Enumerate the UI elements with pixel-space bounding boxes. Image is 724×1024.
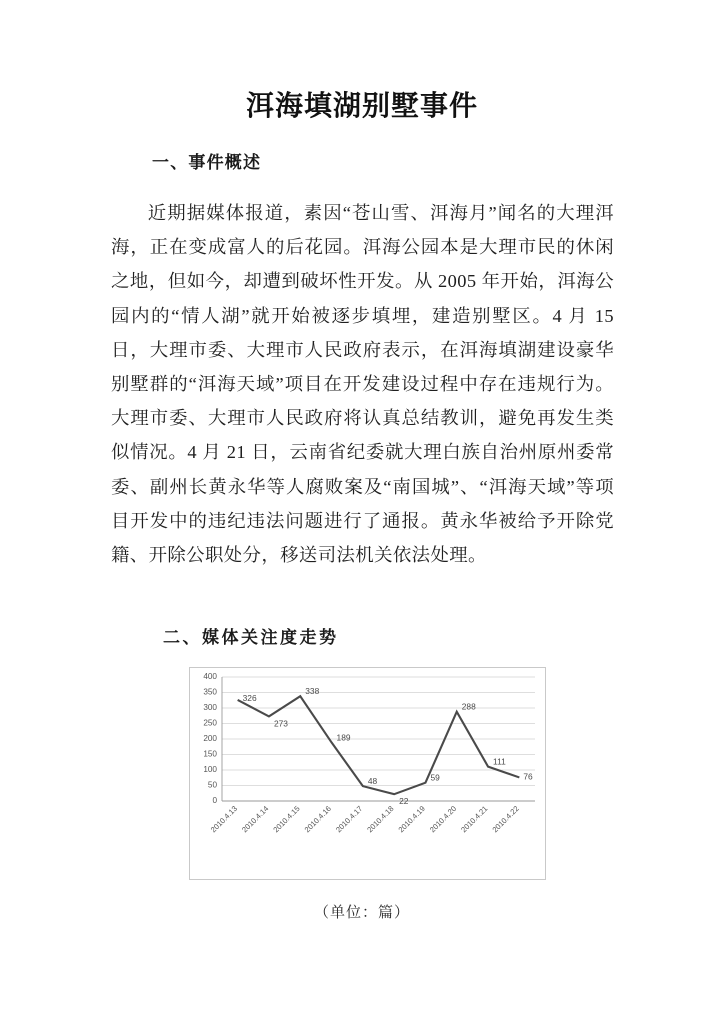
svg-text:76: 76 <box>523 771 533 782</box>
svg-text:2010.4.18: 2010.4.18 <box>365 804 396 835</box>
svg-text:326: 326 <box>242 692 257 703</box>
svg-text:338: 338 <box>305 686 320 697</box>
svg-text:150: 150 <box>203 749 217 759</box>
svg-text:2010.4.20: 2010.4.20 <box>427 804 459 835</box>
svg-text:2010.4.19: 2010.4.19 <box>396 804 427 835</box>
chart-gridlines <box>222 677 535 801</box>
svg-text:288: 288 <box>461 701 476 712</box>
svg-text:0: 0 <box>212 796 217 806</box>
overview-paragraph: 近期据媒体报道，素因“苍山雪、洱海月”闻名的大理洱海，正在变成富人的后花园。洱海公园本是大理市民的休闲之地，但如今，却遭到破坏性开发。从 2005 年开始，洱海公园内的“情人湖”就开始被逐步填埋，建造别墅区。4 月 15 日，大理市委、大理市人民政府表示，在洱海填湖建设豪华别墅群的“洱海天域”项目在开发建设过程中存在违规行为。大理市委、大理市人民政府将认真总结教训，避免再发生类似情况。4 月 21 日，云南省纪委就大理白族自治州原州委常委、副州长黄永华等人腐败案及“南国城”、“洱海天域”等项目开发中的违纪违法问题进行了通报。黄永华被给予开除党籍、开除公职处分，移送司法机关依法处理。 <box>111 203 614 566</box>
svg-text:2010.4.21: 2010.4.21 <box>459 804 490 835</box>
section-heading-media-trend: 二、媒体关注度走势 <box>163 628 339 647</box>
svg-text:2010.4.16: 2010.4.16 <box>302 804 333 835</box>
chart-unit-caption: （单位：篇） <box>313 905 410 921</box>
svg-text:2010.4.14: 2010.4.14 <box>240 804 271 835</box>
svg-text:59: 59 <box>430 772 440 783</box>
svg-text:273: 273 <box>273 718 288 729</box>
page-title: 洱海填湖别墅事件 <box>245 91 478 122</box>
svg-text:250: 250 <box>203 718 217 728</box>
line-chart-svg <box>190 668 545 879</box>
svg-text:200: 200 <box>203 734 217 744</box>
svg-text:22: 22 <box>399 796 409 807</box>
svg-text:111: 111 <box>493 756 506 767</box>
media-attention-chart <box>189 667 546 880</box>
svg-text:100: 100 <box>203 765 217 775</box>
svg-text:2010.4.17: 2010.4.17 <box>334 804 365 835</box>
svg-text:2010.4.15: 2010.4.15 <box>271 804 302 835</box>
chart-x-axis <box>209 804 521 834</box>
svg-text:2010.4.13: 2010.4.13 <box>208 804 240 835</box>
svg-text:350: 350 <box>203 687 217 697</box>
svg-text:189: 189 <box>336 732 351 743</box>
svg-text:50: 50 <box>207 780 217 790</box>
svg-text:48: 48 <box>367 776 378 787</box>
svg-text:400: 400 <box>203 672 217 682</box>
section-heading-overview: 一、事件概述 <box>152 153 262 172</box>
chart-series-line <box>238 696 520 794</box>
svg-text:2010.4.22: 2010.4.22 <box>490 804 521 835</box>
svg-text:300: 300 <box>203 703 217 713</box>
